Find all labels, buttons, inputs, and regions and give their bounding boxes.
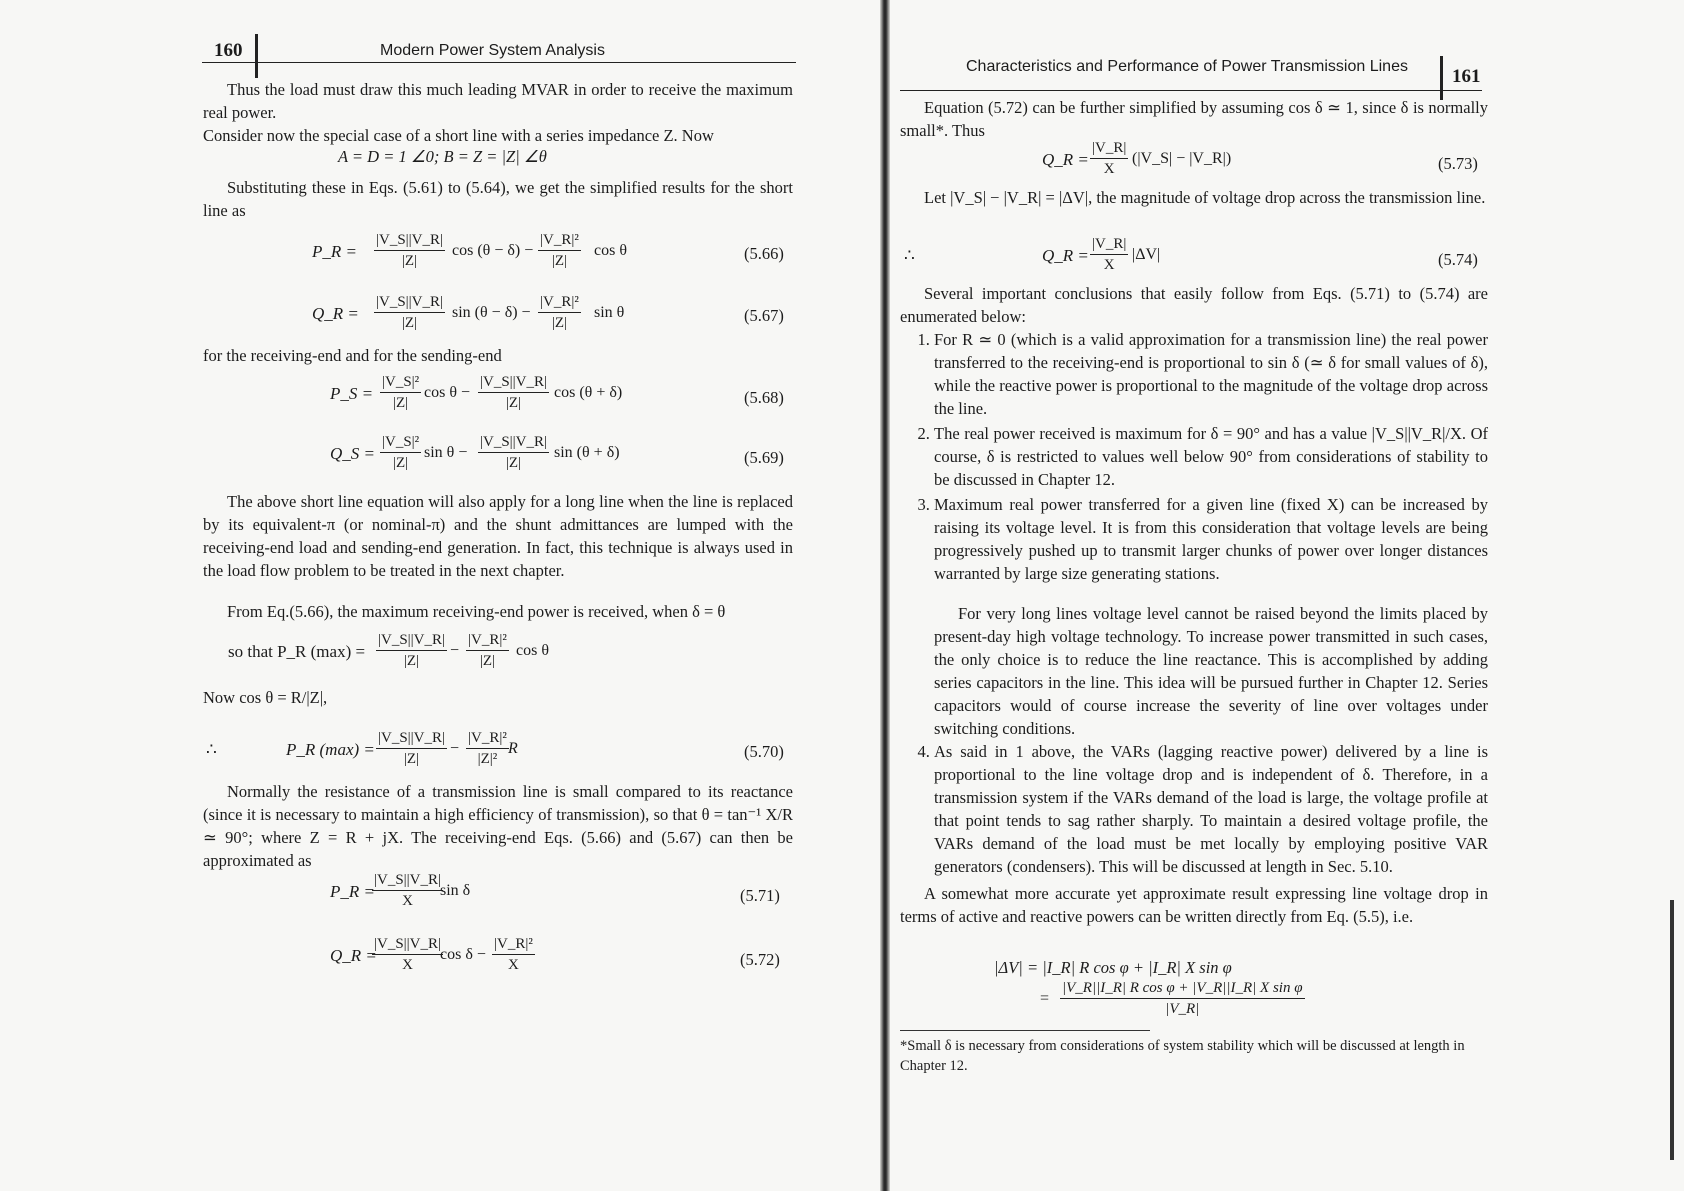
equation-lhs: P_R = <box>312 242 357 261</box>
equation-5-73 <box>890 140 1684 180</box>
running-head: Characteristics and Performance of Power Transmission Lines <box>966 58 1408 75</box>
fraction <box>374 232 445 270</box>
numerator: |V_R|² <box>538 294 581 313</box>
running-head: Modern Power System Analysis <box>380 42 605 59</box>
numerator: |V_S||V_R| <box>372 936 443 955</box>
denominator: |Z| <box>403 751 420 767</box>
page-edge <box>1670 900 1674 1160</box>
denominator: |Z| <box>403 653 420 669</box>
equation-lhs: P_S = <box>330 384 374 403</box>
equation-number: (5.68) <box>744 388 784 407</box>
paragraph: From Eq.(5.66), the maximum receiving-end power is received, when δ = θ <box>227 602 726 621</box>
header-bar <box>1440 56 1443 100</box>
numerator: |V_R|² <box>492 936 535 955</box>
numerator: |V_R||I_R| R cos φ + |V_R||I_R| X sin φ <box>1060 980 1305 999</box>
paragraph: A somewhat more accurate yet approximate result expressing line voltage drop in terms of active and reactive powers can be written directly from Eq. (5.5), i.e. <box>900 884 1488 926</box>
list-item: 3. Maximum real power transferred for a given line (fixed X) can be increased by raising its voltage level. It is from this consideration that voltage levels are being progressively pushed up to transmit larger chunks of power over longer distances warranted by large size generating stations. <box>934 493 1488 585</box>
denominator: |Z| <box>401 315 418 331</box>
term: cos θ − <box>424 384 471 401</box>
paragraph: Thus the load must draw this much leading MVAR in order to receive the maximum real power. <box>203 80 793 122</box>
therefore-symbol: ∴ <box>904 246 915 265</box>
numerator: |V_S|² <box>380 374 421 393</box>
equation-number: (5.67) <box>744 306 784 325</box>
fraction <box>538 232 581 270</box>
fraction <box>492 936 535 974</box>
paragraph: Substituting these in Eqs. (5.61) to (5.64), we get the simplified results for the short line as <box>203 178 793 220</box>
paragraph: Let |V_S| − |V_R| = |ΔV|, the magnitude of voltage drop across the transmission line. <box>924 188 1486 207</box>
numerator: |V_S||V_R| <box>374 232 445 251</box>
equation-5-67 <box>0 294 880 334</box>
paragraph: For very long lines voltage level cannot be raised beyond the limits placed by present-day high voltage technology. To increase power transmitted in such cases, the only choice is to reduce the line reactance. This is accomplished by adding series capacitors in the line. This idea will be pursued further in Chapter 12. Series capacitors would of course increase the severity of line over voltages under switching conditions. <box>934 604 1488 738</box>
term: cos θ <box>594 242 627 259</box>
numerator: |V_S||V_R| <box>376 730 447 749</box>
denominator: |Z|² <box>477 751 498 767</box>
term: cos (θ − δ) − <box>452 242 534 259</box>
paragraph: Normally the resistance of a transmission line is small compared to its reactance (since it is necessary to maintain a high efficiency of transmission), so that θ = tan⁻¹ X/R ≃ 90°; where Z = R + jX. The receiving-end Eqs. (5.66) and (5.67) can then be approximated as <box>203 782 793 870</box>
page-number: 160 <box>214 40 243 61</box>
fraction <box>538 294 581 332</box>
denominator: |V_R| <box>1165 1001 1200 1017</box>
header-rule <box>900 90 1482 91</box>
numerator: |V_R| <box>1090 140 1128 159</box>
equation-5-69 <box>0 434 880 474</box>
numerator: |V_S||V_R| <box>372 872 443 891</box>
equation-5-71 <box>0 872 880 912</box>
equation-5-70 <box>0 730 880 770</box>
text-line: Now cos θ = R/|Z|, <box>203 688 328 707</box>
term: sin δ <box>440 882 471 899</box>
paragraph: The above short line equation will also apply for a long line when the line is replaced by its equivalent-π (or nominal-π) and the shunt admittances are lumped with the receiving-end load and sending-end generation. In fact, this technique is always used in the load flow problem to be treated in the next chapter. <box>203 492 793 580</box>
denominator: |Z| <box>393 455 409 471</box>
fraction <box>374 294 445 332</box>
equation-lhs: P_R (max) = <box>286 740 375 759</box>
denominator: |Z| <box>393 395 409 411</box>
equation-voltage-drop-fraction <box>890 980 1684 1020</box>
book-spine <box>880 0 890 1191</box>
header-bar <box>255 34 258 78</box>
equation-number: (5.66) <box>744 244 784 263</box>
term: sin θ − <box>424 444 468 461</box>
fraction <box>478 434 549 472</box>
denominator: X <box>508 957 519 973</box>
denominator: |Z| <box>505 395 522 411</box>
numerator: |V_R|² <box>466 632 509 651</box>
numerator: |V_S||V_R| <box>478 374 549 393</box>
denominator: |Z| <box>551 253 567 269</box>
fraction <box>380 374 421 412</box>
term: sin θ <box>594 304 625 321</box>
right-page <box>890 0 1684 1191</box>
equation-number: (5.70) <box>744 742 784 761</box>
denominator: |Z| <box>479 653 495 669</box>
term: − <box>450 642 460 659</box>
term: − <box>450 740 460 757</box>
equation-abcd: A = D = 1 ∠0; B = Z = |Z| ∠θ <box>338 147 547 166</box>
conclusions-list <box>900 328 1488 587</box>
numerator: |V_R| <box>1090 236 1128 255</box>
fraction <box>376 730 447 768</box>
denominator: X <box>1103 161 1115 177</box>
term: = <box>1040 990 1050 1007</box>
equation-5-66 <box>0 232 880 272</box>
term: cos θ <box>516 642 549 659</box>
therefore-symbol: ∴ <box>206 740 217 759</box>
denominator: X <box>402 893 413 909</box>
equation-5-74 <box>890 236 1684 276</box>
list-item: 2. The real power received is maximum for δ = 90° and has a value |V_S||V_R|/X. Of course, δ is restricted to values well below 90° from considerations of stability to be discussed in Chapter 12. <box>934 422 1488 491</box>
numerator: |V_S|² <box>380 434 421 453</box>
denominator: X <box>1103 257 1115 273</box>
equation-number: (5.72) <box>740 950 780 969</box>
numerator: |V_S||V_R| <box>374 294 445 313</box>
fraction <box>1060 980 1305 1018</box>
term: (|V_S| − |V_R|) <box>1132 150 1232 167</box>
equation-lhs: P_R = <box>330 882 375 901</box>
numerator: |V_R|² <box>538 232 581 251</box>
fraction <box>466 730 509 768</box>
denominator: |Z| <box>401 253 418 269</box>
term: |ΔV| <box>1132 246 1161 263</box>
equation-pr-max <box>0 632 880 672</box>
equation-number: (5.74) <box>1438 250 1478 269</box>
fraction <box>380 434 421 472</box>
paragraph: for the receiving-end and for the sending-end <box>203 346 502 365</box>
equation-lhs: Q_R = <box>1042 246 1089 265</box>
numerator: |V_S||V_R| <box>376 632 447 651</box>
conclusions-list-continued <box>900 740 1488 880</box>
fraction <box>466 632 509 670</box>
term: cos (θ + δ) <box>554 384 623 401</box>
footnote: *Small δ is necessary from considerations of system stability which will be discussed at length in Chapter 12. <box>900 1038 1465 1074</box>
fraction <box>376 632 447 670</box>
equation-lhs: Q_R = <box>1042 150 1089 169</box>
header-rule <box>202 62 796 63</box>
term: sin (θ + δ) <box>554 444 620 461</box>
equation-lhs: Q_R = <box>312 304 359 323</box>
equation-voltage-drop: |ΔV| = |I_R| R cos φ + |I_R| X sin φ <box>994 958 1232 977</box>
denominator: |Z| <box>551 315 567 331</box>
term: R <box>508 740 518 757</box>
fraction <box>372 936 443 974</box>
equation-number: (5.71) <box>740 886 780 905</box>
term: cos δ − <box>440 946 486 963</box>
list-item: 4. As said in 1 above, the VARs (lagging reactive power) delivered by a line is proportional to the line voltage drop and is independent of δ. Therefore, in a transmission system if the VARs demand of the load is large, the voltage profile at that point tends to sag rather sharply. To maintain a desired voltage profile, the VARs demand of the load must be met locally by employing positive VAR generators (condensers). This will be discussed at length in Sec. 5.10. <box>934 740 1488 878</box>
paragraph: Equation (5.72) can be further simplified by assuming cos δ ≃ 1, since δ is normally small*. Thus <box>900 98 1488 140</box>
fraction <box>1090 140 1128 178</box>
denominator: |Z| <box>505 455 522 471</box>
fraction <box>1090 236 1128 274</box>
footnote-rule <box>900 1030 1150 1031</box>
denominator: X <box>402 957 413 973</box>
equation-lhs: Q_R = <box>330 946 377 965</box>
numerator: |V_S||V_R| <box>478 434 549 453</box>
fraction <box>478 374 549 412</box>
page-number: 161 <box>1452 66 1481 87</box>
term: sin (θ − δ) − <box>452 304 531 321</box>
equation-number: (5.73) <box>1438 154 1478 173</box>
numerator: |V_R|² <box>466 730 509 749</box>
fraction <box>372 872 443 910</box>
equation-lhs: Q_S = <box>330 444 375 463</box>
equation-5-72 <box>0 936 880 976</box>
list-item: 1. For R ≃ 0 (which is a valid approximation for a transmission line) the real power transferred to the receiving-end is proportional to sin δ (≃ δ for small values of δ), while the reactive power is proportional to the magnitude of the voltage drop across the line. <box>934 328 1488 420</box>
equation-5-68 <box>0 374 880 414</box>
paragraph: Several important conclusions that easily follow from Eqs. (5.71) to (5.74) are enumerated below: <box>900 284 1488 326</box>
equation-lhs: so that P_R (max) = <box>228 642 366 661</box>
equation-number: (5.69) <box>744 448 784 467</box>
paragraph: Consider now the special case of a short line with a series impedance Z. Now <box>203 126 714 145</box>
